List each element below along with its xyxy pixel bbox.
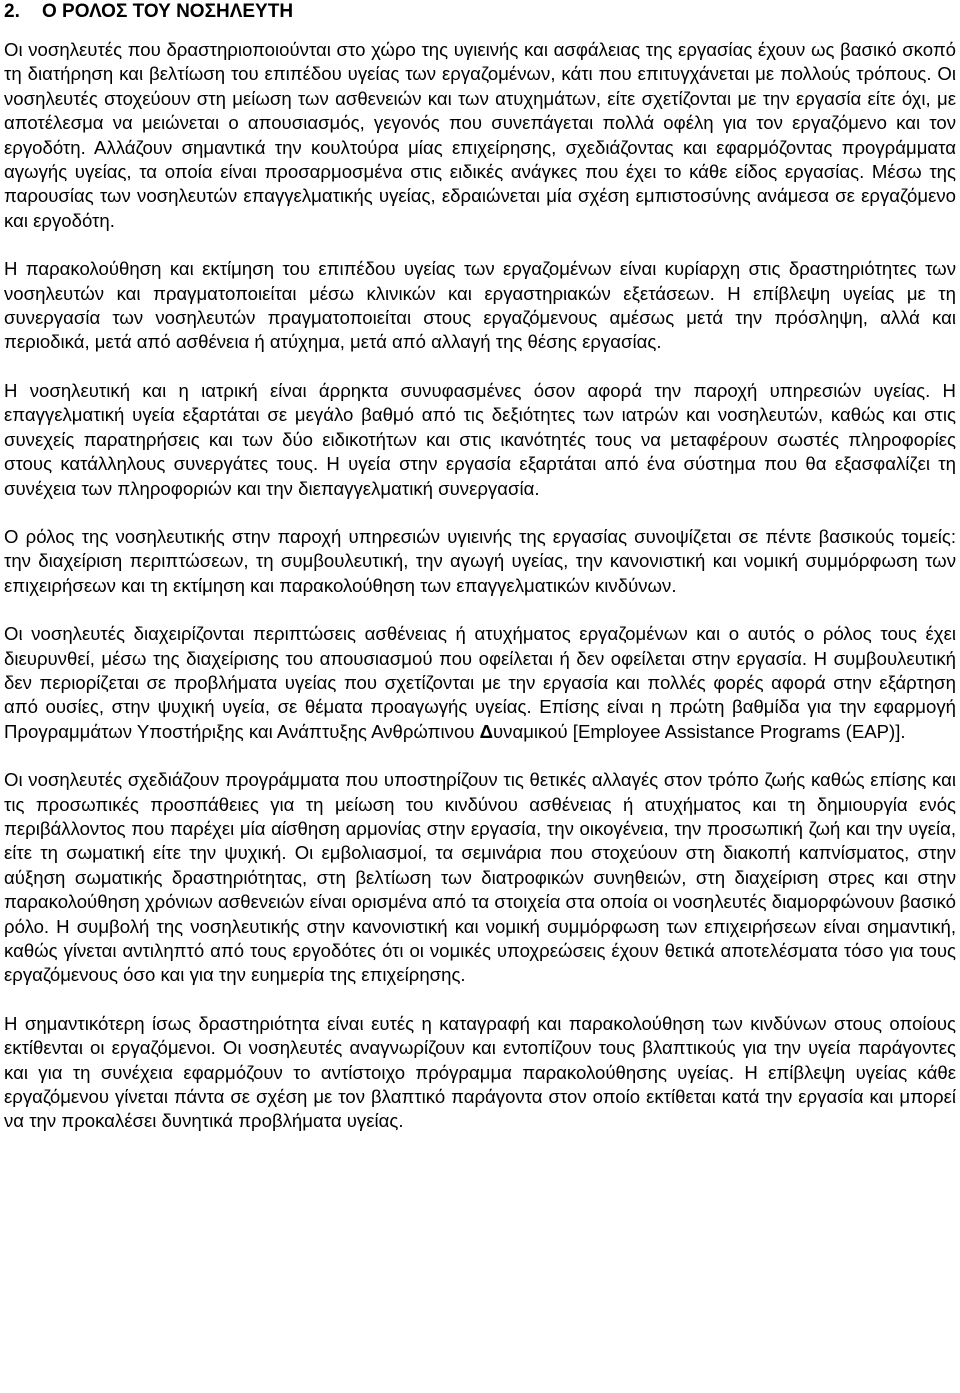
section-title: Ο ΡΟΛΟΣ ΤΟΥ ΝΟΣΗΛΕΥΤΗ [42,1,294,22]
paragraph: Οι νοσηλευτές σχεδιάζουν προγράμματα που υποστηρίζουν τις θετικές αλλαγές στον τρόπο ζωής καθώς επίσης και τις προσωπικές προσπάθειες για τη μείωση του κινδύνου ασθένειας ή ατυχήματος και τη δημιουργία ενός περιβάλλοντος που παρέχει μία αίσθηση αρμονίας στην εργασία, την οικογένεια, την προσωπική ζωή και την υγεία, είτε τη σωματική είτε την ψυχική. Οι εμβολιασμοί, τα σεμινάρια που στοχεύουν στη διακοπή καπνίσματος, στην αύξηση σωματικής δραστηριότητας, στη βελτίωση των διατροφικών συνηθειών, στη διαχείριση στρες και στην παρακολούθηση χρόνιων ασθενειών είναι ορισμένα από τα στοιχεία στα οποία οι νοσηλευτές διαμορφώνουν βασικό ρόλο. Η συμβολή της νοσηλευτικής στην κανονιστική και νομική συμμόρφωση των επιχειρήσεων είναι σημαντική, καθώς γίνεται αντιληπτό από τους εργοδότες ότι οι νομικές υποχρεώσεις έχουν θετικά αποτελέσματα τόσο για τους εργαζόμενους όσο και για την ευημερία της επιχείρησης. [4,769,956,986]
paragraph: Η νοσηλευτική και η ιατρική είναι άρρηκτα συνυφασμένες όσον αφορά την παροχή υπηρεσιών υγείας. Η επαγγελματική υγεία εξαρτάται σε μεγάλο βαθμό από τις δεξιότητες των ιατρών και νοσηλευτών, καθώς και στις συνεχείς παρατηρήσεις και των δύο ειδικοτήτων και στις ικανότητές τους να μεταφέρουν σωστές πληροφορίες στους κατάλληλους συνεργάτες τους. Η υγεία στην εργασία εξαρτάται από ένα σύστημα που θα εξασφαλίζει τη συνέχεια των πληροφοριών και την διεπαγγελματική συνεργασία. [4,379,956,499]
paragraph: Η σημαντικότερη ίσως δραστηριότητα είναι ευτές η καταγραφή και παρακολούθηση των κινδύνων στους οποίους εκτίθενται οι εργαζόμενοι. Οι νοσηλευτές αναγνωρίζουν και εντοπίζουν τους βλαπτικούς για την υγεία παράγοντες και για τη συνέχεια εφαρμόζουν το αντίστοιχο πρόγραμμα παρακολούθησης υγείας. Η επίβλεψη υγείας κάθε εργαζόμενου γίνεται πάντα σε σχέση με τον βλαπτικό παράγοντα στον οποίο εκτίθεται κατά την εργασία και μπορεί να την προκαλέσει δυνητικά προβλήματα υγείας. [4,1012,956,1132]
bold-letter: Δ [479,720,493,742]
section-heading [4,0,956,24]
paragraph: Ο ρόλος της νοσηλευτικής στην παροχή υπηρεσιών υγιεινής της εργασίας συνοψίζεται σε πέντε βασικούς τομείς: την διαχείριση περιπτώσεων, τη συμβουλευτική, την αγωγή υγείας, την κανονιστική και νομική συμμόρφωση των επιχειρήσεων και τη εκτίμηση και παρακολούθηση των επαγγελματικών κινδύνων. [4,525,956,596]
paragraph: Η παρακολούθηση και εκτίμηση του επιπέδου υγείας των εργαζομένων είναι κυρίαρχη στις δραστηριότητες των νοσηλευτών και πραγματοποιείται μέσω κλινικών και εργαστηριακών εξετάσεων. Η επίβλεψη υγείας με τη συνεργασία των νοσηλευτών πραγματοποιείται στους εργαζόμενους αμέσως μετά την πρόσληψη, αλλά και περιοδικά, μετά από ασθένεια ή ατύχημα, μετά από αλλαγή της θέσης εργασίας. [4,258,956,353]
paragraph [4,622,956,744]
paragraph: Οι νοσηλευτές που δραστηριοποιούνται στο χώρο της υγιεινής και ασφάλειας της εργασίας έχουν ως βασικό σκοπό τη διατήρηση και βελτίωση του επιπέδου υγείας των εργαζομένων, κάτι που επιτυγχάνεται με πολλούς τρόπους. Οι νοσηλευτές στοχεύουν στη μείωση των ασθενειών και των ατυχημάτων, είτε σχετίζονται με την εργασία είτε όχι, με αποτέλεσμα να μειώνεται ο απουσιασμός, γεγονός που συνεπάγεται πολλά οφέλη για τον εργαζόμενο και τον εργοδότη. Αλλάζουν σημαντικά την κουλτούρα μίας επιχείρησης, σχεδιάζοντας και εφαρμόζοντας προγράμματα αγωγής υγείας, τα οποία είναι προσαρμοσμένα στις ειδικές ανάγκες που έχει το κάθε είδος εργασίας. Μέσω της παρουσίας των νοσηλευτών επαγγελματικής υγείας, εδραιώνεται μία σχέση εμπιστοσύνης ανάμεσα σε εργαζόμενο και εργοδότη. [4,39,956,231]
section-number: 2. [4,1,20,22]
paragraph-text: Οι νοσηλευτές διαχειρίζονται περιπτώσεις ασθένειας ή ατυχήματος εργαζομένων και ο αυτός ο ρόλος τους έχει διευρυνθεί, μέσω της διαχείρισης του απουσιασμού που οφείλεται ή δεν οφείλεται στην εργασία. Η συμβουλευτική δεν περιορίζεται σε προβλήματα υγείας που σχετίζονται με την εργασία και πολλές φορές αφορά στην εξάρτηση από ουσίες, στην ψυχική υγεία, σε θέματα προαγωγής υγείας. Επίσης είναι η πρώτη βαθμίδα για την εφαρμογή Προγραμμάτων Υποστήριξης και Ανάπτυξης Ανθρώπινου [4,623,956,742]
paragraph-text: υναμικού [Employee Assistance Programs (EAP)]. [493,720,906,742]
